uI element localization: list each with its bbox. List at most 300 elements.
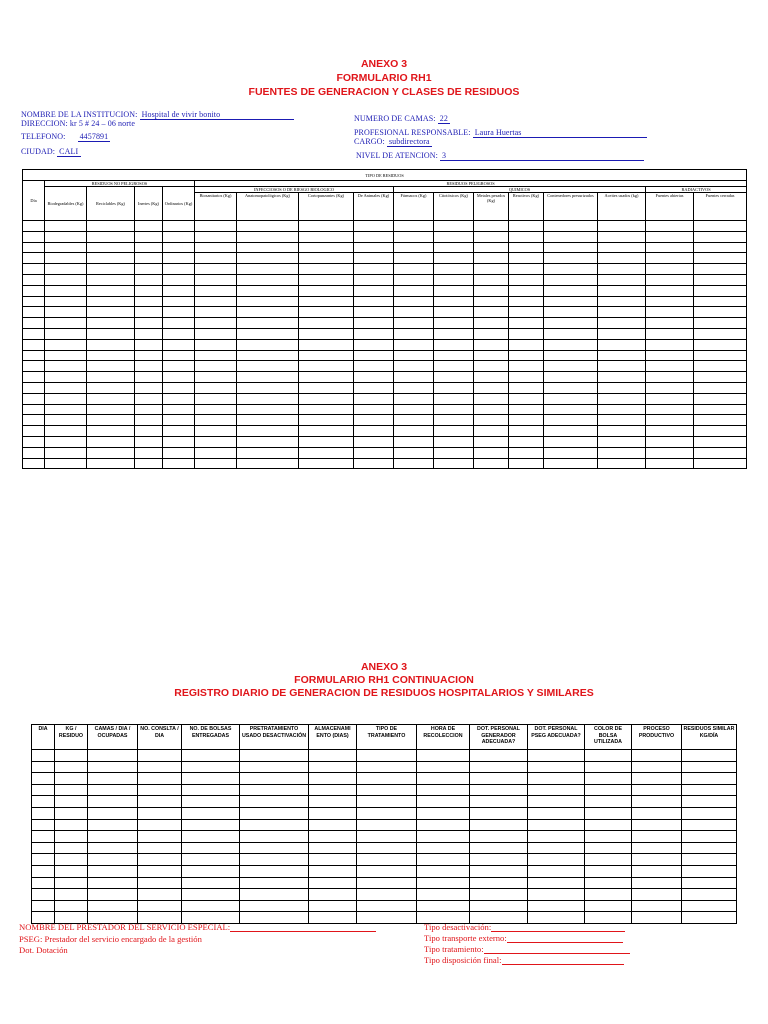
table-cell[interactable]	[357, 900, 417, 912]
table-cell[interactable]	[45, 296, 87, 307]
table-cell[interactable]	[354, 231, 394, 242]
table-cell[interactable]	[138, 773, 182, 785]
table-cell[interactable]	[240, 854, 309, 866]
table-cell[interactable]	[474, 307, 509, 318]
table-cell[interactable]	[163, 264, 195, 275]
table-cell[interactable]	[55, 807, 88, 819]
table-cell[interactable]	[138, 854, 182, 866]
table-cell[interactable]	[163, 274, 195, 285]
table-cell[interactable]	[55, 796, 88, 808]
table-cell[interactable]	[598, 447, 646, 458]
desactivacion-field[interactable]	[424, 922, 625, 932]
table-cell[interactable]	[354, 404, 394, 415]
table-cell[interactable]	[509, 307, 544, 318]
table-cell[interactable]	[509, 447, 544, 458]
table-cell[interactable]	[135, 242, 163, 253]
table-cell[interactable]	[299, 361, 354, 372]
table-cell[interactable]	[646, 231, 694, 242]
table-cell[interactable]	[598, 436, 646, 447]
table-cell[interactable]	[598, 458, 646, 469]
table-cell[interactable]	[417, 796, 470, 808]
table-cell[interactable]	[354, 274, 394, 285]
table-cell[interactable]	[354, 436, 394, 447]
table-cell[interactable]	[299, 285, 354, 296]
table-cell[interactable]	[470, 842, 528, 854]
table-cell[interactable]	[585, 750, 632, 762]
table-cell[interactable]	[299, 404, 354, 415]
table-cell[interactable]	[237, 382, 299, 393]
table-cell[interactable]	[55, 889, 88, 901]
table-cell[interactable]	[163, 231, 195, 242]
table-cell[interactable]	[23, 393, 45, 404]
table-cell[interactable]	[87, 264, 135, 275]
table-cell[interactable]	[45, 328, 87, 339]
table-cell[interactable]	[45, 415, 87, 426]
table-cell[interactable]	[88, 796, 138, 808]
table-cell[interactable]	[509, 318, 544, 329]
table-cell[interactable]	[509, 350, 544, 361]
table-cell[interactable]	[23, 307, 45, 318]
table-cell[interactable]	[694, 339, 747, 350]
table-cell[interactable]	[544, 318, 598, 329]
table-cell[interactable]	[474, 447, 509, 458]
table-cell[interactable]	[182, 796, 240, 808]
table-cell[interactable]	[182, 784, 240, 796]
table-cell[interactable]	[682, 912, 737, 924]
table-cell[interactable]	[354, 253, 394, 264]
table-cell[interactable]	[509, 436, 544, 447]
table-cell[interactable]	[509, 426, 544, 437]
table-cell[interactable]	[135, 285, 163, 296]
table-cell[interactable]	[237, 264, 299, 275]
table-cell[interactable]	[237, 458, 299, 469]
table-cell[interactable]	[544, 296, 598, 307]
table-cell[interactable]	[357, 819, 417, 831]
table-cell[interactable]	[237, 447, 299, 458]
table-cell[interactable]	[598, 350, 646, 361]
table-cell[interactable]	[299, 231, 354, 242]
table-cell[interactable]	[309, 761, 357, 773]
table-cell[interactable]	[88, 750, 138, 762]
table-cell[interactable]	[646, 285, 694, 296]
table-cell[interactable]	[394, 415, 434, 426]
table-cell[interactable]	[394, 231, 434, 242]
table-cell[interactable]	[434, 285, 474, 296]
table-cell[interactable]	[354, 307, 394, 318]
table-cell[interactable]	[237, 339, 299, 350]
table-cell[interactable]	[87, 339, 135, 350]
table-cell[interactable]	[544, 393, 598, 404]
table-cell[interactable]	[682, 865, 737, 877]
table-cell[interactable]	[23, 264, 45, 275]
table-cell[interactable]	[434, 361, 474, 372]
table-cell[interactable]	[240, 807, 309, 819]
table-cell[interactable]	[509, 372, 544, 383]
table-cell[interactable]	[694, 264, 747, 275]
table-cell[interactable]	[135, 221, 163, 232]
table-cell[interactable]	[237, 221, 299, 232]
table-cell[interactable]	[88, 877, 138, 889]
table-cell[interactable]	[45, 361, 87, 372]
table-cell[interactable]	[45, 436, 87, 447]
table-cell[interactable]	[632, 877, 682, 889]
table-cell[interactable]	[598, 328, 646, 339]
table-cell[interactable]	[474, 318, 509, 329]
table-cell[interactable]	[135, 328, 163, 339]
table-cell[interactable]	[474, 296, 509, 307]
table-cell[interactable]	[87, 231, 135, 242]
table-cell[interactable]	[32, 750, 55, 762]
table-cell[interactable]	[434, 350, 474, 361]
table-cell[interactable]	[88, 842, 138, 854]
table-cell[interactable]	[682, 900, 737, 912]
table-cell[interactable]	[585, 773, 632, 785]
table-cell[interactable]	[23, 274, 45, 285]
table-cell[interactable]	[394, 426, 434, 437]
table-cell[interactable]	[195, 296, 237, 307]
table-cell[interactable]	[544, 253, 598, 264]
table-cell[interactable]	[32, 889, 55, 901]
table-cell[interactable]	[646, 274, 694, 285]
table-cell[interactable]	[135, 296, 163, 307]
table-cell[interactable]	[195, 328, 237, 339]
table-cell[interactable]	[632, 865, 682, 877]
table-cell[interactable]	[682, 796, 737, 808]
table-cell[interactable]	[195, 231, 237, 242]
table-cell[interactable]	[237, 274, 299, 285]
table-cell[interactable]	[694, 415, 747, 426]
table-cell[interactable]	[694, 426, 747, 437]
table-cell[interactable]	[357, 865, 417, 877]
table-cell[interactable]	[528, 784, 585, 796]
table-cell[interactable]	[309, 865, 357, 877]
table-cell[interactable]	[299, 458, 354, 469]
table-cell[interactable]	[470, 831, 528, 843]
table-cell[interactable]	[23, 339, 45, 350]
table-cell[interactable]	[474, 361, 509, 372]
table-cell[interactable]	[299, 318, 354, 329]
table-cell[interactable]	[138, 877, 182, 889]
table-cell[interactable]	[474, 274, 509, 285]
table-cell[interactable]	[45, 307, 87, 318]
table-cell[interactable]	[474, 458, 509, 469]
table-cell[interactable]	[163, 436, 195, 447]
table-cell[interactable]	[544, 274, 598, 285]
table-cell[interactable]	[299, 253, 354, 264]
table-cell[interactable]	[240, 750, 309, 762]
table-cell[interactable]	[32, 877, 55, 889]
table-cell[interactable]	[646, 426, 694, 437]
table-cell[interactable]	[55, 819, 88, 831]
table-cell[interactable]	[528, 900, 585, 912]
table-cell[interactable]	[646, 307, 694, 318]
table-cell[interactable]	[354, 372, 394, 383]
table-cell[interactable]	[45, 404, 87, 415]
table-cell[interactable]	[598, 296, 646, 307]
table-cell[interactable]	[23, 253, 45, 264]
table-cell[interactable]	[135, 264, 163, 275]
table-cell[interactable]	[32, 831, 55, 843]
table-cell[interactable]	[87, 307, 135, 318]
table-cell[interactable]	[138, 889, 182, 901]
table-cell[interactable]	[45, 221, 87, 232]
table-cell[interactable]	[135, 436, 163, 447]
table-cell[interactable]	[357, 761, 417, 773]
table-cell[interactable]	[309, 854, 357, 866]
table-cell[interactable]	[163, 221, 195, 232]
table-cell[interactable]	[434, 296, 474, 307]
table-cell[interactable]	[163, 285, 195, 296]
table-cell[interactable]	[240, 889, 309, 901]
table-cell[interactable]	[87, 274, 135, 285]
table-cell[interactable]	[646, 221, 694, 232]
table-cell[interactable]	[474, 285, 509, 296]
table-cell[interactable]	[417, 819, 470, 831]
table-cell[interactable]	[632, 750, 682, 762]
table-cell[interactable]	[434, 372, 474, 383]
table-cell[interactable]	[182, 831, 240, 843]
table-cell[interactable]	[470, 889, 528, 901]
table-cell[interactable]	[598, 264, 646, 275]
table-cell[interactable]	[474, 415, 509, 426]
table-cell[interactable]	[585, 854, 632, 866]
table-cell[interactable]	[32, 807, 55, 819]
table-cell[interactable]	[509, 296, 544, 307]
table-cell[interactable]	[45, 285, 87, 296]
table-cell[interactable]	[135, 382, 163, 393]
table-cell[interactable]	[544, 361, 598, 372]
table-cell[interactable]	[528, 819, 585, 831]
table-cell[interactable]	[135, 415, 163, 426]
table-cell[interactable]	[299, 307, 354, 318]
table-cell[interactable]	[646, 447, 694, 458]
transporte-field[interactable]	[424, 933, 623, 943]
table-cell[interactable]	[163, 458, 195, 469]
table-cell[interactable]	[694, 285, 747, 296]
table-cell[interactable]	[87, 436, 135, 447]
ciudad-field[interactable]	[21, 147, 81, 157]
table-cell[interactable]	[88, 889, 138, 901]
table-cell[interactable]	[299, 426, 354, 437]
table-cell[interactable]	[45, 242, 87, 253]
table-cell[interactable]	[598, 361, 646, 372]
table-cell[interactable]	[182, 865, 240, 877]
table-cell[interactable]	[88, 854, 138, 866]
table-cell[interactable]	[509, 231, 544, 242]
table-cell[interactable]	[544, 415, 598, 426]
table-cell[interactable]	[694, 253, 747, 264]
table-cell[interactable]	[417, 750, 470, 762]
table-cell[interactable]	[237, 328, 299, 339]
table-cell[interactable]	[138, 796, 182, 808]
table-cell[interactable]	[585, 831, 632, 843]
table-cell[interactable]	[470, 819, 528, 831]
table-cell[interactable]	[646, 458, 694, 469]
table-cell[interactable]	[394, 221, 434, 232]
table-cell[interactable]	[544, 221, 598, 232]
table-cell[interactable]	[417, 773, 470, 785]
table-cell[interactable]	[417, 865, 470, 877]
table-cell[interactable]	[237, 393, 299, 404]
telefono-field[interactable]	[21, 132, 110, 142]
table-cell[interactable]	[195, 382, 237, 393]
table-cell[interactable]	[509, 393, 544, 404]
table-cell[interactable]	[598, 415, 646, 426]
table-cell[interactable]	[417, 831, 470, 843]
table-cell[interactable]	[88, 761, 138, 773]
table-cell[interactable]	[163, 318, 195, 329]
table-cell[interactable]	[544, 436, 598, 447]
table-cell[interactable]	[23, 350, 45, 361]
table-cell[interactable]	[23, 458, 45, 469]
table-cell[interactable]	[646, 328, 694, 339]
table-cell[interactable]	[474, 221, 509, 232]
table-cell[interactable]	[585, 819, 632, 831]
table-cell[interactable]	[632, 773, 682, 785]
table-cell[interactable]	[182, 773, 240, 785]
table-cell[interactable]	[237, 285, 299, 296]
table-cell[interactable]	[309, 831, 357, 843]
table-cell[interactable]	[87, 328, 135, 339]
table-cell[interactable]	[354, 296, 394, 307]
table-cell[interactable]	[138, 842, 182, 854]
table-cell[interactable]	[32, 773, 55, 785]
table-cell[interactable]	[474, 372, 509, 383]
table-cell[interactable]	[694, 350, 747, 361]
table-cell[interactable]	[240, 796, 309, 808]
table-cell[interactable]	[544, 339, 598, 350]
table-cell[interactable]	[434, 458, 474, 469]
table-cell[interactable]	[509, 339, 544, 350]
table-cell[interactable]	[694, 436, 747, 447]
table-cell[interactable]	[32, 842, 55, 854]
direccion-field[interactable]	[21, 119, 135, 128]
table-cell[interactable]	[474, 404, 509, 415]
table-cell[interactable]	[87, 393, 135, 404]
table-cell[interactable]	[195, 458, 237, 469]
table-cell[interactable]	[87, 350, 135, 361]
table-cell[interactable]	[470, 773, 528, 785]
table-cell[interactable]	[237, 253, 299, 264]
table-cell[interactable]	[299, 296, 354, 307]
table-cell[interactable]	[195, 436, 237, 447]
table-cell[interactable]	[135, 447, 163, 458]
table-cell[interactable]	[88, 773, 138, 785]
table-cell[interactable]	[163, 372, 195, 383]
table-cell[interactable]	[470, 877, 528, 889]
cargo-field[interactable]	[354, 137, 432, 147]
table-cell[interactable]	[354, 447, 394, 458]
table-cell[interactable]	[195, 350, 237, 361]
table-cell[interactable]	[544, 372, 598, 383]
table-cell[interactable]	[163, 415, 195, 426]
table-cell[interactable]	[237, 436, 299, 447]
table-cell[interactable]	[357, 842, 417, 854]
table-cell[interactable]	[682, 889, 737, 901]
table-cell[interactable]	[135, 307, 163, 318]
table-cell[interactable]	[55, 761, 88, 773]
table-cell[interactable]	[646, 296, 694, 307]
table-cell[interactable]	[474, 350, 509, 361]
table-cell[interactable]	[354, 264, 394, 275]
table-cell[interactable]	[694, 393, 747, 404]
table-cell[interactable]	[585, 842, 632, 854]
table-cell[interactable]	[509, 221, 544, 232]
table-cell[interactable]	[354, 328, 394, 339]
table-cell[interactable]	[88, 784, 138, 796]
table-cell[interactable]	[528, 842, 585, 854]
table-cell[interactable]	[23, 285, 45, 296]
table-cell[interactable]	[646, 404, 694, 415]
table-cell[interactable]	[309, 750, 357, 762]
table-cell[interactable]	[237, 350, 299, 361]
table-cell[interactable]	[182, 889, 240, 901]
table-cell[interactable]	[45, 253, 87, 264]
table-cell[interactable]	[163, 242, 195, 253]
table-cell[interactable]	[87, 296, 135, 307]
table-cell[interactable]	[394, 274, 434, 285]
table-cell[interactable]	[646, 242, 694, 253]
table-cell[interactable]	[87, 382, 135, 393]
table-cell[interactable]	[237, 231, 299, 242]
table-cell[interactable]	[87, 458, 135, 469]
table-cell[interactable]	[240, 831, 309, 843]
table-cell[interactable]	[163, 382, 195, 393]
table-cell[interactable]	[135, 458, 163, 469]
table-cell[interactable]	[394, 382, 434, 393]
table-cell[interactable]	[354, 318, 394, 329]
table-cell[interactable]	[694, 447, 747, 458]
table-cell[interactable]	[135, 274, 163, 285]
table-cell[interactable]	[470, 854, 528, 866]
table-cell[interactable]	[309, 807, 357, 819]
table-cell[interactable]	[528, 750, 585, 762]
table-cell[interactable]	[195, 339, 237, 350]
table-cell[interactable]	[544, 426, 598, 437]
table-cell[interactable]	[87, 447, 135, 458]
table-cell[interactable]	[434, 382, 474, 393]
table-cell[interactable]	[135, 404, 163, 415]
table-cell[interactable]	[585, 877, 632, 889]
table-cell[interactable]	[585, 889, 632, 901]
table-cell[interactable]	[598, 221, 646, 232]
table-cell[interactable]	[45, 339, 87, 350]
table-cell[interactable]	[163, 307, 195, 318]
table-cell[interactable]	[598, 393, 646, 404]
table-cell[interactable]	[354, 415, 394, 426]
table-cell[interactable]	[528, 877, 585, 889]
table-cell[interactable]	[434, 426, 474, 437]
table-cell[interactable]	[544, 382, 598, 393]
table-cell[interactable]	[135, 339, 163, 350]
table-cell[interactable]	[394, 339, 434, 350]
table-cell[interactable]	[45, 382, 87, 393]
table-cell[interactable]	[55, 773, 88, 785]
table-cell[interactable]	[237, 296, 299, 307]
table-cell[interactable]	[417, 889, 470, 901]
table-cell[interactable]	[528, 807, 585, 819]
table-cell[interactable]	[23, 318, 45, 329]
table-cell[interactable]	[434, 307, 474, 318]
table-cell[interactable]	[528, 865, 585, 877]
table-cell[interactable]	[135, 393, 163, 404]
table-cell[interactable]	[23, 231, 45, 242]
table-cell[interactable]	[509, 404, 544, 415]
table-cell[interactable]	[354, 285, 394, 296]
table-cell[interactable]	[163, 361, 195, 372]
table-cell[interactable]	[138, 900, 182, 912]
table-cell[interactable]	[195, 447, 237, 458]
